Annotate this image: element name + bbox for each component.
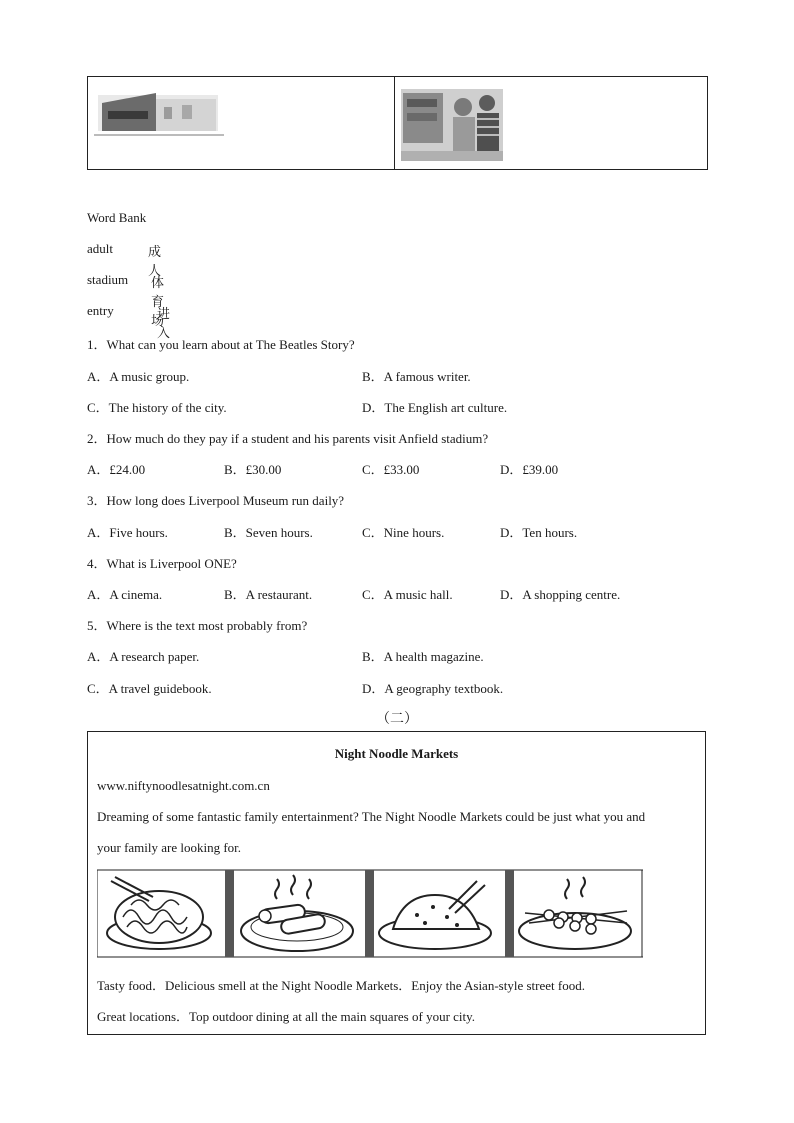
question-stem: 2．How much do they pay if a student and his parents visit Anfield stadium?	[87, 431, 489, 446]
option[interactable]: C．Nine hours.	[362, 525, 445, 540]
building-photo	[94, 85, 224, 141]
passage-paragraph: your family are looking for.	[97, 840, 242, 855]
option[interactable]: B．Seven hours.	[224, 525, 313, 540]
option[interactable]: D．The English art culture.	[362, 400, 508, 415]
option[interactable]: B．A restaurant.	[224, 587, 313, 602]
fried-rice-plate-image	[379, 881, 491, 949]
spring-rolls-plate-image	[241, 875, 353, 951]
word: adult	[87, 241, 113, 256]
people-photo	[401, 89, 503, 161]
noodles-plate-image	[97, 870, 211, 957]
word: entry	[87, 303, 114, 318]
option[interactable]: D．£39.00	[500, 462, 559, 477]
passage-line: Great locations．Top outdoor dining at all the main squares of your city.	[97, 1009, 476, 1024]
passage-line: Tasty food．Delicious smell at the Night Noodle Markets．Enjoy the Asian-style street food.	[97, 978, 585, 993]
word-bank-entry	[87, 303, 171, 341]
passage-box	[87, 731, 706, 1035]
table-divider	[394, 77, 395, 169]
option[interactable]: C．The history of the city.	[87, 400, 227, 415]
question-stem: 4．What is Liverpool ONE?	[87, 556, 237, 571]
option[interactable]: D．A geography textbook.	[362, 681, 504, 696]
meaning: 成人	[148, 245, 162, 279]
question-stem: 3．How long does Liverpool Museum run daily?	[87, 493, 345, 508]
word-bank-title: Word Bank	[87, 210, 147, 225]
passage-url[interactable]: www.niftynoodlesatnight.com.cn	[97, 778, 270, 793]
option[interactable]: A．£24.00	[87, 462, 146, 477]
word: stadium	[87, 272, 129, 287]
passage-paragraph: Dreaming of some fantastic family entertainment? The Night Noodle Markets could be just what you and	[97, 809, 646, 824]
option[interactable]: A．A cinema.	[87, 587, 163, 602]
food-image-strip	[97, 869, 643, 959]
passage-title: Night Noodle Markets	[334, 746, 459, 761]
meaning: 体育场	[151, 276, 165, 329]
option[interactable]: A．A music group.	[87, 369, 190, 384]
skewers-plate-image	[519, 870, 642, 957]
option[interactable]: B．A famous writer.	[362, 369, 471, 384]
option[interactable]: C．A music hall.	[362, 587, 453, 602]
option[interactable]: D．A shopping centre.	[500, 587, 621, 602]
photo-table	[87, 76, 708, 170]
option[interactable]: C．£33.00	[362, 462, 420, 477]
question-stem: 5．Where is the text most probably from?	[87, 618, 308, 633]
option[interactable]: C．A travel guidebook.	[87, 681, 212, 696]
option[interactable]: A．A research paper.	[87, 649, 200, 664]
option[interactable]: B．A health magazine.	[362, 649, 484, 664]
option[interactable]: A．Five hours.	[87, 525, 168, 540]
option[interactable]: B．£30.00	[224, 462, 282, 477]
section-marker: （二）	[376, 711, 418, 727]
meaning: 进入	[157, 307, 171, 341]
option[interactable]: D．Ten hours.	[500, 525, 578, 540]
question-stem: 1．What can you learn about at The Beatles Story?	[87, 337, 355, 352]
word-bank-entry	[87, 241, 162, 279]
